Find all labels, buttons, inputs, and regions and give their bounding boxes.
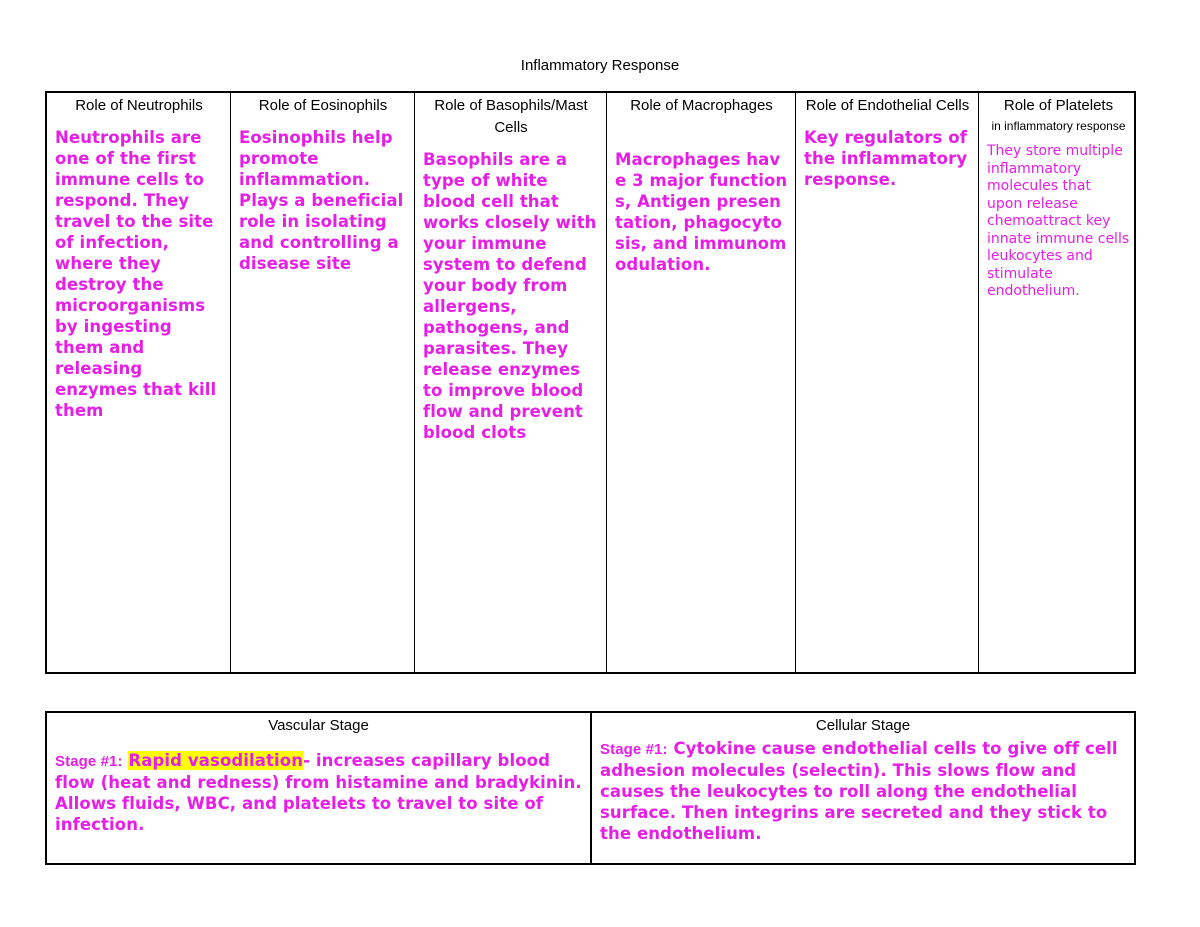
cellular-stage-label: Stage #1: [600, 741, 668, 758]
vascular-highlight: Rapid vasodilation [128, 751, 304, 770]
basophils-column [415, 93, 607, 672]
eosinophils-header: Role of Eosinophils [258, 97, 388, 114]
document-title: Inflammatory Response [520, 57, 680, 74]
endothelial-column [796, 93, 979, 672]
endothelial-header: Role of Endothelial Cells [805, 97, 970, 114]
platelets-text: They store multiple inflammatory molecules that upon release chemoattract key innate immune cells leukocytes and stimulate endothelium. [987, 143, 1130, 299]
macrophages-column [607, 93, 796, 672]
neutrophils-column [47, 93, 231, 672]
cellular-description: Cytokine cause endothelial cells to give off cell adhesion molecules (selectin). This slows flow and causes the leukocytes to roll along the endothelial surface. Then integrins are secreted and they stick to the endothelium. [600, 739, 1118, 843]
vascular-stage-label: Stage #1: [55, 753, 123, 770]
macrophages-text: Macrophages have 3 major functions, Antigen presentation, phagocytosis, and immunomodulation. [615, 150, 788, 274]
cellular-stage-text [600, 738, 1126, 844]
eosinophils-text: Eosinophils help promote inflammation. Plays a beneficial role in isolating and controlling a disease site [239, 128, 404, 273]
platelets-header: Role of Platelets [1003, 97, 1114, 114]
vascular-stage-header: Vascular Stage [268, 717, 369, 734]
macrophages-header: Role of Macrophages [630, 97, 773, 114]
neutrophils-text: Neutrophils are one of the first immune cells to respond. They travel to the site of infection, where they destroy the microorganisms by ingesting them and releasing enzymes that kill them [55, 128, 217, 420]
eosinophils-column [231, 93, 415, 672]
vascular-description: - increases capillary blood flow (heat and redness) from histamine and bradykinin. Allows fluids, WBC, and platelets to travel to site of infection. [55, 751, 582, 834]
neutrophils-header: Role of Neutrophils [75, 97, 203, 114]
endothelial-text: Key regulators of the inflammatory response. [804, 128, 968, 189]
basophils-header: Role of Basophils/Mast Cells [434, 97, 588, 136]
vascular-stage-cell [47, 713, 592, 863]
basophils-text: Basophils are a type of white blood cell that works closely with your immune system to defend your body from allergens, pathogens, and parasites. They release enzymes to improve blood flow and prevent blood clots [423, 150, 597, 442]
vascular-stage-text [55, 750, 582, 835]
platelets-column [979, 93, 1134, 672]
cell-roles-table [45, 91, 1136, 674]
platelets-subheader: in inflammatory response [991, 119, 1126, 133]
stages-table [45, 711, 1136, 865]
cellular-stage-header: Cellular Stage [815, 717, 911, 734]
cellular-stage-cell [592, 713, 1134, 863]
